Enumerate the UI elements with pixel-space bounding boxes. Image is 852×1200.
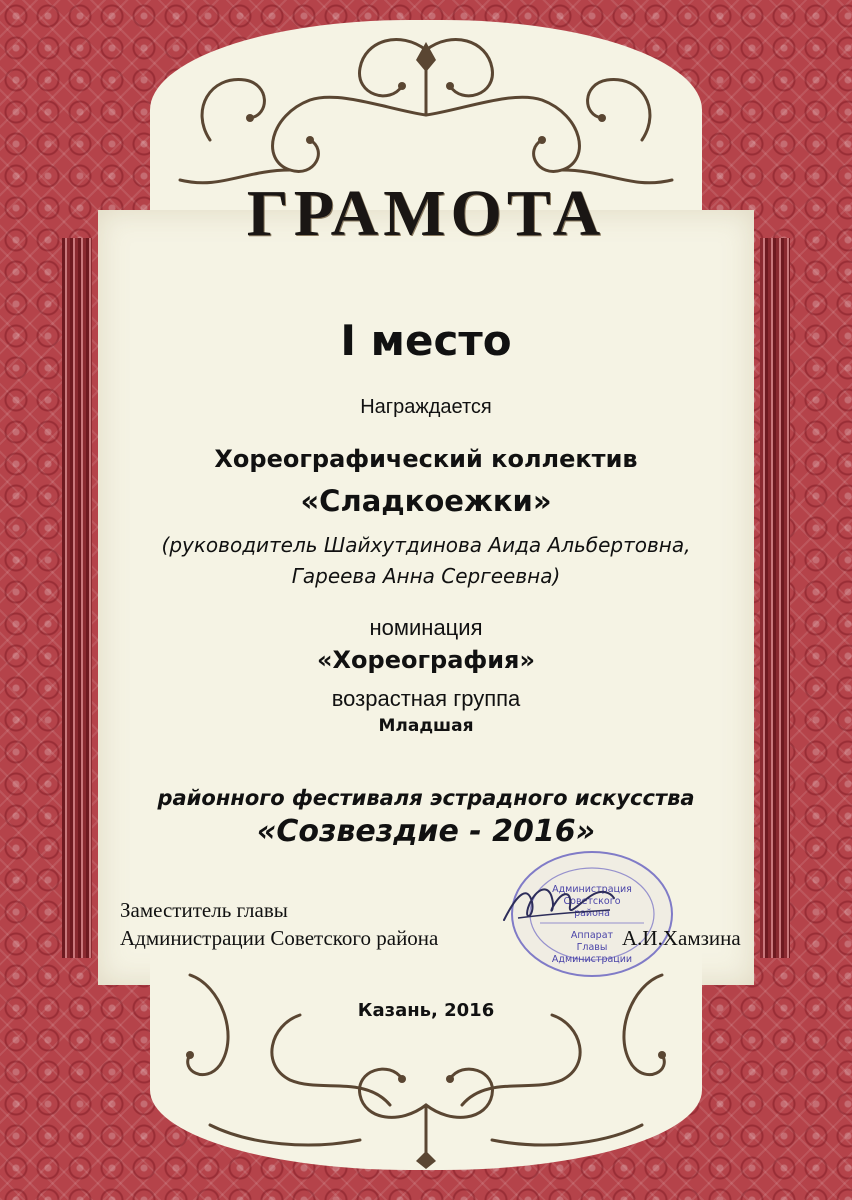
age-group-label: возрастная группа	[331, 686, 521, 711]
signature	[498, 872, 618, 932]
collective-type: Хореографический коллектив	[214, 445, 638, 473]
stamp-line-3: района	[574, 908, 610, 919]
place-award: I место	[340, 316, 512, 365]
signatory-position-line-1: Заместитель главы	[120, 898, 288, 922]
signatory-name: А.И.Хамзина	[622, 926, 741, 950]
age-group-value: Младшая	[378, 716, 474, 736]
city-year: Казань, 2016	[357, 1000, 495, 1021]
stamp-line-6: Администрации	[551, 954, 633, 965]
festival-name: «Созвездие - 2016»	[256, 814, 596, 849]
stamp-line-2: Советского	[563, 896, 621, 907]
collective-name: «Сладкоежки»	[300, 484, 552, 518]
festival-line: районного фестиваля эстрадного искусства	[157, 786, 695, 810]
leaders-line-2: Гареева Анна Сергеевна)	[291, 564, 561, 588]
certificate-title: ГРАМОТА	[246, 177, 606, 250]
stamp-line-1: Администрация	[552, 884, 632, 895]
stamp-line-5: Главы	[576, 942, 608, 953]
signatory-position-line-2: Администрации Советского района	[120, 926, 439, 950]
leaders-line-1: (руководитель Шайхутдинова Аида Альбертовна,	[161, 533, 691, 557]
awarded-label: Награждается	[360, 396, 492, 418]
nomination-value: «Хореография»	[317, 646, 535, 674]
bottom-ornament	[150, 955, 702, 1170]
nomination-label: номинация	[369, 615, 483, 640]
stamp-line-4: Аппарат	[570, 930, 614, 941]
